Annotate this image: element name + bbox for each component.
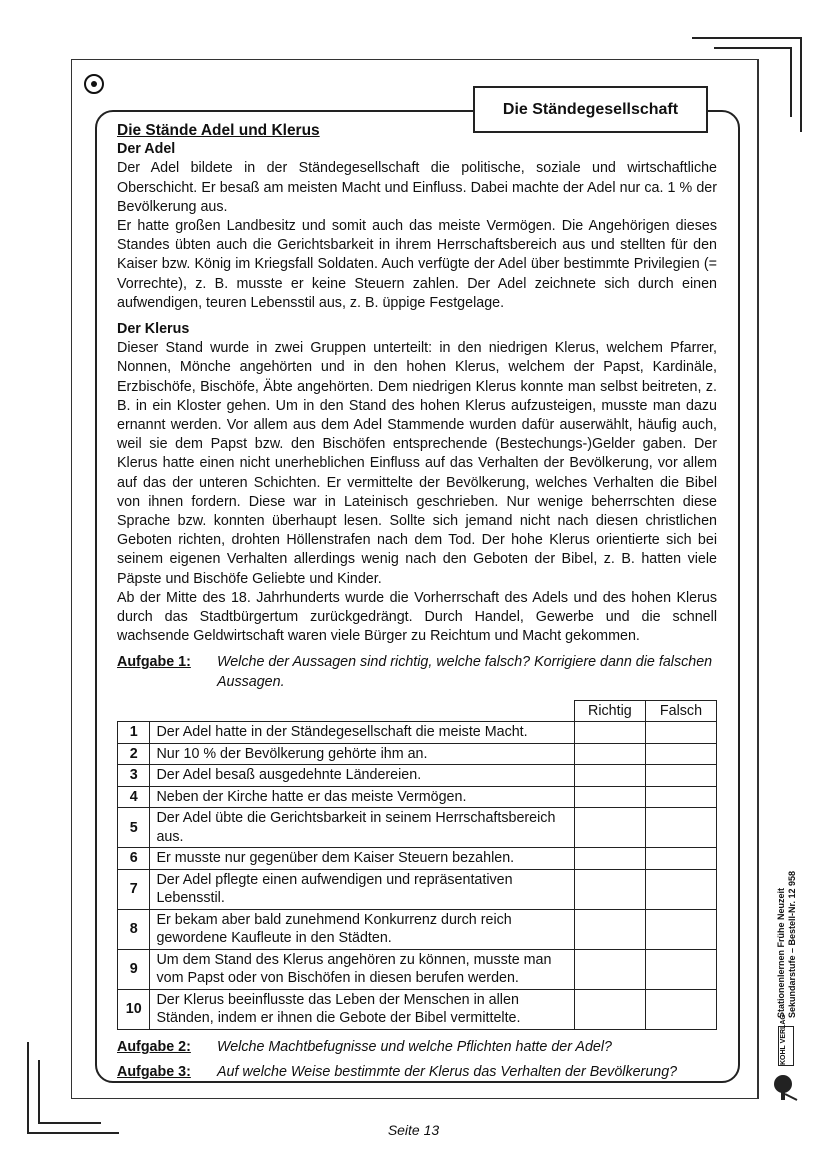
- falsch-cell[interactable]: [645, 786, 716, 808]
- falsch-cell[interactable]: [645, 808, 716, 848]
- statement-text: Der Adel pflegte einen aufwendigen und repräsentativen Lebensstil.: [150, 869, 574, 909]
- klerus-paragraph-1: Dieser Stand wurde in zwei Gruppen unterteilt: in den niedrigen Klerus, welchem Pfarrer, Nonnen, Mönche angehörten und in den hohen Klerus, welchem der Papst, Kardinäle, Erzbischöfe, Bischöfe, Äbte angehörten. Dem niedrigen Klerus konnte man selbst beitreten, z. B. in ein Kloster gehen. Um in den Stand des hohen Klerus aufzusteigen, musste man dazu ernannt werden. Vor allem aus dem Adel Stammende wurden dafür auserwählt, häufig auch, weil sie dem Papst bzw. den Bischöfen entsprechende (Bestechungs-)Gelder gaben. Der Klerus hatte einen nicht unerheblichen Einfluss auf das Verhalten der Bevölkerung, vor allem auf das der unteren Schichten. Er vermittelte der Bevölkerung, welches Verhalten die Bibel von ihnen fordern. Diese war in Lateinisch geschrieben. Nur wenige beherrschten diese Sprache bzw. konnten überhaupt lesen. Sollte sich jemand nicht nach diesen christlichen Geboten richten, drohten Höllenstrafen nach dem Tod. Der hohe Klerus orientierte sich bei seinem eigenen Verhalten allerdings wenig nach den Geboten der Bibel, z. B. hatten viele Päpste und Bischöfe Geliebte und Kinder.: [117, 340, 717, 587]
- section-title: Die Stände Adel und Klerus: [117, 122, 320, 139]
- statement-number: 1: [118, 722, 150, 744]
- task-2-question: Welche Machtbefugnisse und welche Pflichten hatte der Adel?: [217, 1038, 612, 1055]
- statement-text: Er musste nur gegenüber dem Kaiser Steuern bezahlen.: [150, 848, 574, 870]
- statement-number: 9: [118, 949, 150, 989]
- task-1: [117, 653, 717, 691]
- table-row: [118, 949, 717, 989]
- falsch-cell[interactable]: [645, 765, 716, 787]
- page-frame-right: [757, 59, 759, 1099]
- richtig-cell[interactable]: [574, 808, 645, 848]
- adel-paragraph-1: Der Adel bildete in der Ständegesellschaft die politische, soziale und wirtschaftliche Oberschicht. Er besaß am meisten Macht und Einfluss. Dabei machte der Adel nur ca. 1 % der Bevölkerung aus.: [117, 160, 717, 215]
- richtig-cell[interactable]: [574, 989, 645, 1029]
- statement-number: 6: [118, 848, 150, 870]
- task-3-question: Auf welche Weise bestimmte der Klerus das Verhalten der Bevölkerung?: [217, 1064, 678, 1081]
- table-row: [118, 786, 717, 808]
- falsch-cell[interactable]: [645, 989, 716, 1029]
- statement-number: 3: [118, 765, 150, 787]
- table-row: [118, 989, 717, 1029]
- table-header-row: [118, 700, 717, 722]
- richtig-cell[interactable]: [574, 786, 645, 808]
- richtig-cell[interactable]: [574, 722, 645, 744]
- statement-number: 2: [118, 743, 150, 765]
- falsch-cell[interactable]: [645, 949, 716, 989]
- corner-line: [714, 47, 792, 49]
- column-header-falsch: Falsch: [645, 700, 716, 722]
- statement-text: Der Adel hatte in der Ständegesellschaft die meiste Macht.: [150, 722, 574, 744]
- page-title: Die Ständegesellschaft: [473, 86, 708, 133]
- richtig-cell[interactable]: [574, 949, 645, 989]
- statement-text: Der Adel besaß ausgedehnte Ländereien.: [150, 765, 574, 787]
- table-row: [118, 869, 717, 909]
- page-number: Seite 13: [387, 1122, 440, 1138]
- corner-line: [800, 37, 802, 132]
- klerus-heading: Der Klerus: [117, 321, 190, 338]
- statement-text: Um dem Stand des Klerus angehören zu können, musste man vom Papst oder von Bischöfen in diesen berufen werden.: [150, 949, 574, 989]
- richtig-cell[interactable]: [574, 869, 645, 909]
- statement-text: Neben der Kirche hatte er das meiste Vermögen.: [150, 786, 574, 808]
- adel-heading: Der Adel: [117, 141, 176, 158]
- task-3-label: Aufgabe 3:: [117, 1064, 191, 1081]
- table-row: [118, 808, 717, 848]
- corner-line: [692, 37, 802, 39]
- table-row: [118, 765, 717, 787]
- falsch-cell[interactable]: [645, 743, 716, 765]
- main-content: [117, 121, 717, 1082]
- publisher-name: KOHL VERLAG: [780, 1014, 787, 1065]
- task-2-label: Aufgabe 2:: [117, 1038, 191, 1055]
- series-order-number: Sekundarstufe – Bestell-Nr. 12 958: [787, 870, 797, 1018]
- richtig-cell[interactable]: [574, 765, 645, 787]
- statements-table: [117, 700, 717, 1030]
- statement-number: 5: [118, 808, 150, 848]
- statement-number: 4: [118, 786, 150, 808]
- statement-number: 7: [118, 869, 150, 909]
- richtig-cell[interactable]: [574, 909, 645, 949]
- task-2: [117, 1038, 717, 1057]
- statement-text: Der Adel übte die Gerichtsbarkeit in seinem Herrschaftsbereich aus.: [150, 808, 574, 848]
- statement-text: Er bekam aber bald zunehmend Konkurrenz durch reich gewordene Kaufleute in den Städten.: [150, 909, 574, 949]
- table-row: [118, 743, 717, 765]
- klerus-paragraph-2: Ab der Mitte des 18. Jahrhunderts wurde die Vorherrschaft des Adels und des hohen Klerus durch das Stadtbürgertum zurückgedrängt. Durch Handel, Gewerbe und die schnell wachsende Geldwirtschaft waren viele Bürger zu Reichtum und Macht gekommen.: [117, 589, 717, 645]
- table-row: [118, 848, 717, 870]
- table-row: [118, 722, 717, 744]
- corner-line: [27, 1042, 29, 1134]
- falsch-cell[interactable]: [645, 848, 716, 870]
- richtig-cell[interactable]: [574, 848, 645, 870]
- task-1-label: Aufgabe 1:: [117, 654, 191, 671]
- falsch-cell[interactable]: [645, 722, 716, 744]
- statement-text: Der Klerus beeinflusste das Leben der Menschen in allen Ständen, indem er ihnen die Gebote der Bibel vermittelte.: [150, 989, 574, 1029]
- corner-line: [790, 47, 792, 117]
- statement-text: Nur 10 % der Bevölkerung gehörte ihm an.: [150, 743, 574, 765]
- statement-number: 8: [118, 909, 150, 949]
- target-icon-dot: [91, 81, 97, 87]
- adel-paragraph-2: Er hatte großen Landbesitz und somit auch das meiste Vermögen. Die Angehörigen dieses Standes übten auch die Gerichtsbarkeit in ihrem Herrschaftsbereich aus und stellten für den Kaiser bzw. König im Kriegsfall Soldaten. Auch verfügte der Adel über bestimmte Privilegien (= Vorrechte), z. B. musste er keine Steuern zahlen. Der Adel zeichnete sich durch einen aufwendigen, teuren Lebensstil aus, z. B. üppige Festgelage.: [117, 218, 717, 311]
- corner-line: [38, 1060, 40, 1123]
- falsch-cell[interactable]: [645, 909, 716, 949]
- falsch-cell[interactable]: [645, 869, 716, 909]
- statement-number: 10: [118, 989, 150, 1029]
- series-title: Stationenlernen Frühe Neuzeit: [776, 887, 786, 1018]
- publisher-logo: [778, 1014, 794, 1066]
- column-header-richtig: Richtig: [574, 700, 645, 722]
- series-info: [776, 828, 796, 1018]
- tree-icon: [770, 1072, 800, 1102]
- richtig-cell[interactable]: [574, 743, 645, 765]
- task-1-question: Welche der Aussagen sind richtig, welche falsch? Korrigiere dann die falschen Aussagen.: [217, 654, 713, 690]
- task-3: [117, 1063, 717, 1082]
- table-row: [118, 909, 717, 949]
